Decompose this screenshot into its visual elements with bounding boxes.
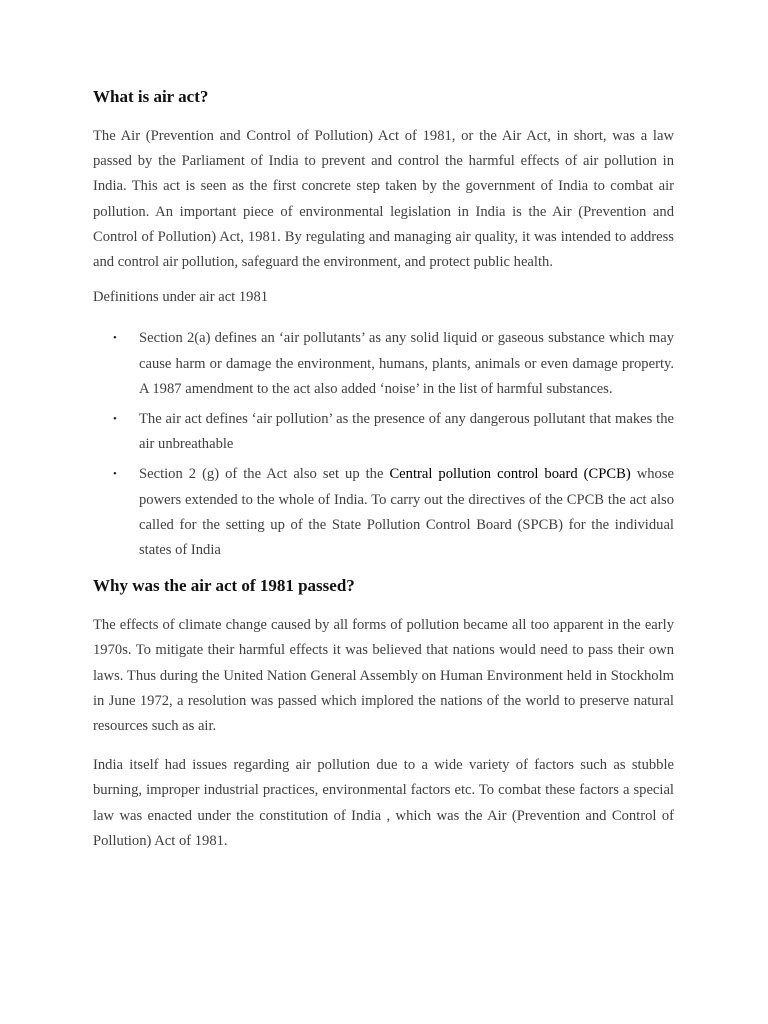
definition-item-air-pollutants	[93, 326, 674, 402]
why-paragraph-1: The effects of climate change caused by all forms of pollution became all too apparent in the early 1970s. To mitigate their harmful effects it was believed that nations would need to pass their own laws. Thus during the United Nation General Assembly on Human Environment held in Stockholm in June 1972, a resolution was passed which implored the nations of the world to preserve natural resources such as air.	[93, 617, 674, 735]
bullet-icon: •	[113, 332, 117, 345]
definition-item-cpcb	[93, 462, 674, 563]
definition-item-air-pollution	[93, 407, 674, 457]
document-page	[93, 84, 674, 854]
definitions-list	[93, 326, 674, 563]
definition-text-before: Section 2 (g) of the Act also set up the	[139, 466, 390, 483]
bullet-icon: •	[113, 413, 117, 426]
definition-text-after: whose powers extended to the whole of India. To carry out the directives of the CPCB the act also called for the setting up of the State Pollution Control Board (SPCB) for the individual states of India	[139, 466, 674, 559]
why-paragraph-2: India itself had issues regarding air pollution due to a wide variety of factors such as stubble burning, improper industrial practices, environmental factors etc. To combat these factors a special law was enacted under the constitution of India , which was the Air (Prevention and Control of Pollution) Act of 1981.	[93, 757, 674, 849]
intro-paragraph: The Air (Prevention and Control of Pollution) Act of 1981, or the Air Act, in short, was a law passed by the Parliament of India to prevent and control the harmful effects of air pollution in India. This act is seen as the first concrete step taken by the government of India to combat air pollution. An important piece of environmental legislation in India is the Air (Prevention and Control of Pollution) Act, 1981. By regulating and managing air quality, it was intended to address and control air pollution, safeguard the environment, and protect public health.	[93, 128, 674, 271]
heading-what-is-air-act: What is air act?	[93, 87, 209, 106]
heading-why-air-act-passed: Why was the air act of 1981 passed?	[93, 576, 355, 596]
definition-text: The air act defines ‘air pollution’ as the presence of any dangerous pollutant that makes the air unbreathable	[139, 411, 674, 453]
definitions-label: Definitions under air act 1981	[93, 289, 269, 306]
bullet-icon: •	[113, 468, 117, 481]
definition-text: Section 2(a) defines an ‘air pollutants’ as any solid liquid or gaseous substance which may cause harm or damage the environment, humans, plants, animals or even damage property. A 1987 amendment to the act also added ‘noise’ in the list of harmful substances.	[139, 330, 674, 397]
cpcb-link[interactable]: Central pollution control board (CPCB)	[389, 466, 631, 483]
